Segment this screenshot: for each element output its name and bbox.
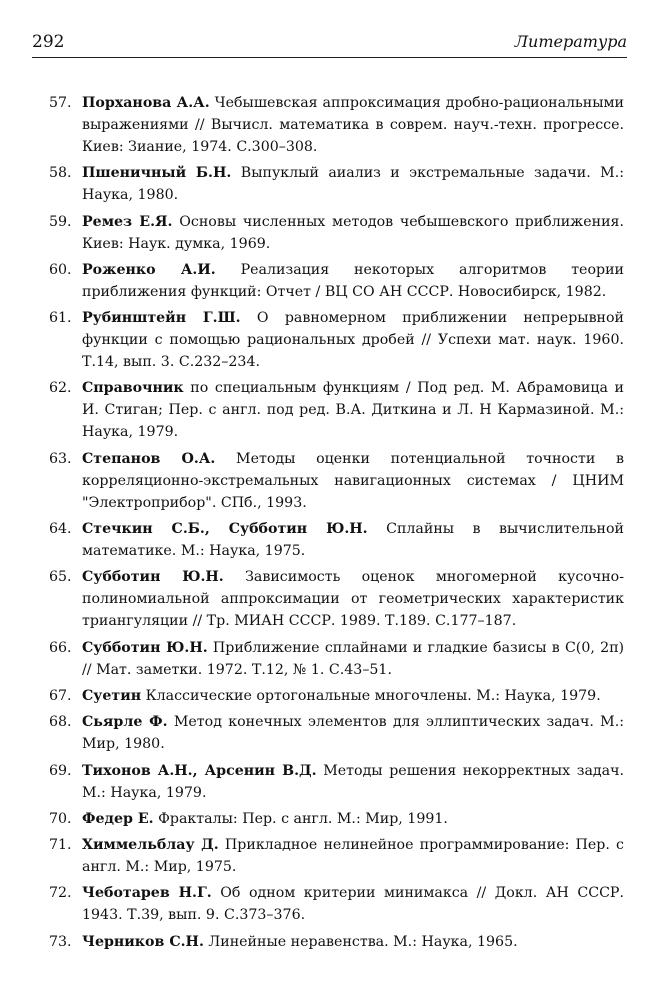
reference-number: 60. bbox=[49, 261, 72, 278]
reference-item bbox=[49, 518, 624, 562]
reference-author: Порханова А.А. bbox=[82, 95, 210, 111]
reference-number: 64. bbox=[49, 521, 72, 538]
reference-text: О равномерном приближении непрерывной функции с помощью рациональных дробей // Успехи мат. наук. 1960. Т.14, вып. 3. С.232–234. bbox=[82, 310, 625, 371]
reference-text: по специальным функциям / Под ред. М. Абрамовица и И. Стиган; Пер. с англ. под ред. В.А. Диткина и Л. Н Кармазиной. М.: Наука, 1979. bbox=[82, 380, 624, 441]
reference-text: Выпуклый аиализ и экстремальные задачи. М.: Наука, 1980. bbox=[82, 165, 624, 204]
reference-item bbox=[49, 931, 624, 953]
reference-text: Фракталы: Пер. с англ. М.: Мир, 1991. bbox=[158, 810, 448, 827]
reference-number: 59. bbox=[49, 213, 72, 230]
reference-item bbox=[49, 882, 624, 926]
reference-author: Ремез Е.Я. bbox=[82, 213, 173, 230]
reference-item bbox=[49, 566, 624, 632]
reference-list bbox=[49, 92, 624, 957]
reference-number: 69. bbox=[49, 762, 72, 779]
reference-number: 61. bbox=[49, 310, 72, 327]
reference-author: Степанов О.А. bbox=[82, 450, 216, 467]
reference-text: Реализация некоторых алгоритмов теории приближения функций: Отчет / ВЦ СО АН СССР. Новосибирск, 1982. bbox=[82, 261, 624, 300]
page-header bbox=[32, 32, 627, 58]
reference-author: Суетин bbox=[82, 687, 142, 704]
reference-number: 62. bbox=[49, 380, 72, 397]
page-number: 292 bbox=[32, 32, 65, 52]
reference-number: 72. bbox=[49, 885, 72, 902]
reference-number: 65. bbox=[49, 569, 72, 586]
reference-item bbox=[49, 92, 624, 158]
reference-item bbox=[49, 685, 624, 707]
reference-item bbox=[49, 808, 624, 830]
reference-text: Об одном критерии минимакса // Докл. АН СССР. 1943. Т.39, вып. 9. С.373–376. bbox=[82, 885, 624, 924]
reference-item bbox=[49, 637, 624, 681]
reference-author: Федер Е. bbox=[82, 810, 154, 827]
reference-author: Тихонов А.Н., Арсенин В.Д. bbox=[82, 762, 317, 779]
reference-item bbox=[49, 760, 624, 804]
reference-number: 63. bbox=[49, 450, 72, 467]
header-rule bbox=[32, 57, 627, 58]
reference-text: Приближение сплайнами и гладкие базисы в C(0, 2π) // Мат. заметки. 1972. Т.12, № 1. С.43–51. bbox=[82, 639, 624, 678]
reference-number: 66. bbox=[49, 639, 72, 656]
reference-author: Пшеничный Б.Н. bbox=[82, 165, 232, 182]
reference-number: 58. bbox=[49, 165, 72, 182]
reference-text: Прикладное нелинейное программирование: Пер. с англ. М.: Мир, 1975. bbox=[82, 837, 625, 876]
reference-text: Основы численных методов чебышевского приближения. Киев: Наук. думка, 1969. bbox=[82, 213, 624, 252]
reference-author: Субботин Ю.Н. bbox=[82, 639, 208, 656]
reference-item bbox=[49, 307, 624, 373]
reference-text: Метод конечных элементов для эллиптических задач. М.: Мир, 1980. bbox=[82, 714, 624, 753]
reference-text: Линейные неравенства. М.: Наука, 1965. bbox=[208, 933, 518, 950]
reference-item bbox=[49, 377, 624, 443]
reference-number: 71. bbox=[49, 837, 72, 854]
reference-author: Черников С.Н. bbox=[82, 933, 204, 950]
reference-item bbox=[49, 162, 624, 206]
reference-author: Чеботарев Н.Г. bbox=[82, 885, 212, 902]
reference-item bbox=[49, 211, 624, 255]
reference-number: 67. bbox=[49, 687, 72, 704]
reference-text: Зависимость оценок многомерной кусочно-полиномиальной аппроксимации от геометрических характеристик триангуляции // Тр. МИАН СССР. 1989. Т.189. С.177–187. bbox=[82, 569, 624, 630]
reference-author: Субботин Ю.Н. bbox=[82, 569, 224, 586]
reference-author: Рубинштейн Г.Ш. bbox=[82, 310, 241, 327]
reference-item bbox=[49, 834, 624, 878]
reference-author: Сьярле Ф. bbox=[82, 714, 168, 731]
reference-number: 73. bbox=[49, 933, 72, 950]
reference-author: Роженко А.И. bbox=[82, 261, 216, 278]
reference-text: Методы оценки потенциальной точности в корреляционно-экстремальных навигационных системах / ЦНИМ "Электроприбор". СПб., 1993. bbox=[82, 450, 625, 511]
running-title: Литература bbox=[514, 32, 627, 51]
reference-text: Сплайны в вычислительной математике. М.: Наука, 1975. bbox=[82, 521, 624, 560]
reference-author: Стечкин С.Б., Субботин Ю.Н. bbox=[82, 521, 368, 538]
reference-text: Методы решения некорректных задач. М.: Наука, 1979. bbox=[82, 762, 624, 801]
reference-item bbox=[49, 448, 624, 514]
reference-text: Классические ортогональные многочлены. М.: Наука, 1979. bbox=[145, 687, 601, 704]
reference-item bbox=[49, 259, 624, 303]
reference-author: Химмельблау Д. bbox=[82, 837, 219, 854]
reference-number: 57. bbox=[49, 95, 72, 111]
reference-author: Справочник bbox=[82, 380, 184, 397]
reference-item bbox=[49, 711, 624, 755]
reference-number: 68. bbox=[49, 714, 72, 731]
reference-text: Чебышевская аппроксимация дробно-рациональными выражениями // Вычисл. математика в соврем. науч.-техн. прогрессе. Киев: Зиание, 1974. С.300–308. bbox=[82, 95, 625, 155]
reference-number: 70. bbox=[49, 810, 72, 827]
